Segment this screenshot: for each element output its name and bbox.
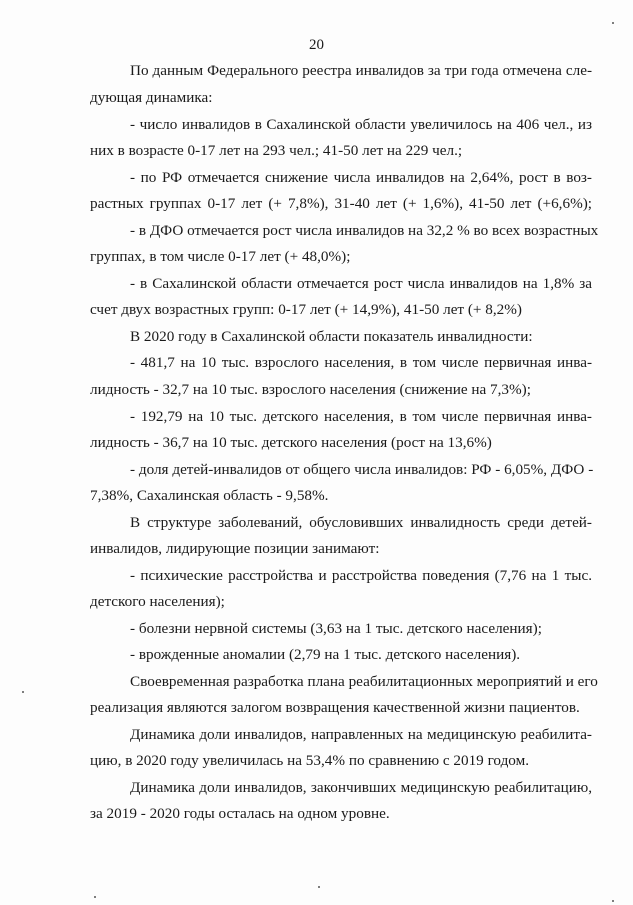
text-line: счет двух возрастных групп: 0-17 лет (+ 14,9%), 41-50 лет (+ 8,2%) [90,301,522,318]
text-line: растных группах 0-17 лет (+ 7,8%), 31-40 лет (+ 1,6%), 41-50 лет (+6,6%); [90,195,592,212]
text-line: - в ДФО отмечается рост числа инвалидов на 32,2 % во всех возрастных [130,222,599,239]
text-line: - доля детей-инвалидов от общего числа инвалидов: РФ - 6,05%, ДФО - [130,461,594,478]
text-line: инвалидов, лидирующие позиции занимают: [90,540,380,557]
text-line: дующая динамика: [90,89,213,106]
text-line: детского населения); [90,593,225,610]
text-line: В 2020 году в Сахалинской области показатель инвалидности: [130,328,533,345]
text-line: По данным Федерального реестра инвалидов за три года отмечена сле- [130,62,592,79]
text-line: лидность - 32,7 на 10 тыс. взрослого населения (снижение на 7,3%); [90,381,531,398]
text-line: них в возрасте 0-17 лет на 293 чел.; 41-50 лет на 229 чел.; [90,142,463,159]
scan-speck [22,691,24,693]
text-line: - по РФ отмечается снижение числа инвалидов на 2,64%, рост в воз- [130,169,592,186]
text-line: Своевременная разработка плана реабилитационных мероприятий и его [130,673,598,690]
scan-speck [612,900,614,902]
text-line: - число инвалидов в Сахалинской области увеличилось на 406 чел., из [130,116,592,133]
text-line: - психические расстройства и расстройства поведения (7,76 на 1 тыс. [130,567,592,584]
text-line: Динамика доли инвалидов, направленных на медицинскую реабилита- [130,726,592,743]
scan-speck [612,22,614,24]
text-line: - врожденные аномалии (2,79 на 1 тыс. детского населения). [130,646,521,663]
page-number: 20 [309,37,324,53]
text-line: 7,38%, Сахалинская область - 9,58%. [90,487,329,504]
text-line: реализация являются залогом возвращения качественной жизни пациентов. [90,699,580,716]
text-line: за 2019 - 2020 годы осталась на одном уровне. [90,805,390,822]
scan-speck [318,886,320,888]
text-line: - болезни нервной системы (3,63 на 1 тыс. детского населения); [130,620,542,637]
text-line: Динамика доли инвалидов, закончивших медицинскую реабилитацию, [130,779,592,796]
text-line: - в Сахалинской области отмечается рост числа инвалидов на 1,8% за [130,275,592,292]
text-line: - 192,79 на 10 тыс. детского населения, в том числе первичная инва- [130,408,592,425]
text-line: лидность - 36,7 на 10 тыс. детского населения (рост на 13,6%) [90,434,492,451]
scan-speck [94,896,96,898]
text-line: - 481,7 на 10 тыс. взрослого населения, в том числе первичная инва- [130,354,592,371]
text-line: группах, в том числе 0-17 лет (+ 48,0%); [90,248,351,265]
text-line: цию, в 2020 году увеличилась на 53,4% по сравнению с 2019 годом. [90,752,530,769]
text-line: В структуре заболеваний, обусловивших инвалидность среди детей- [130,514,592,531]
